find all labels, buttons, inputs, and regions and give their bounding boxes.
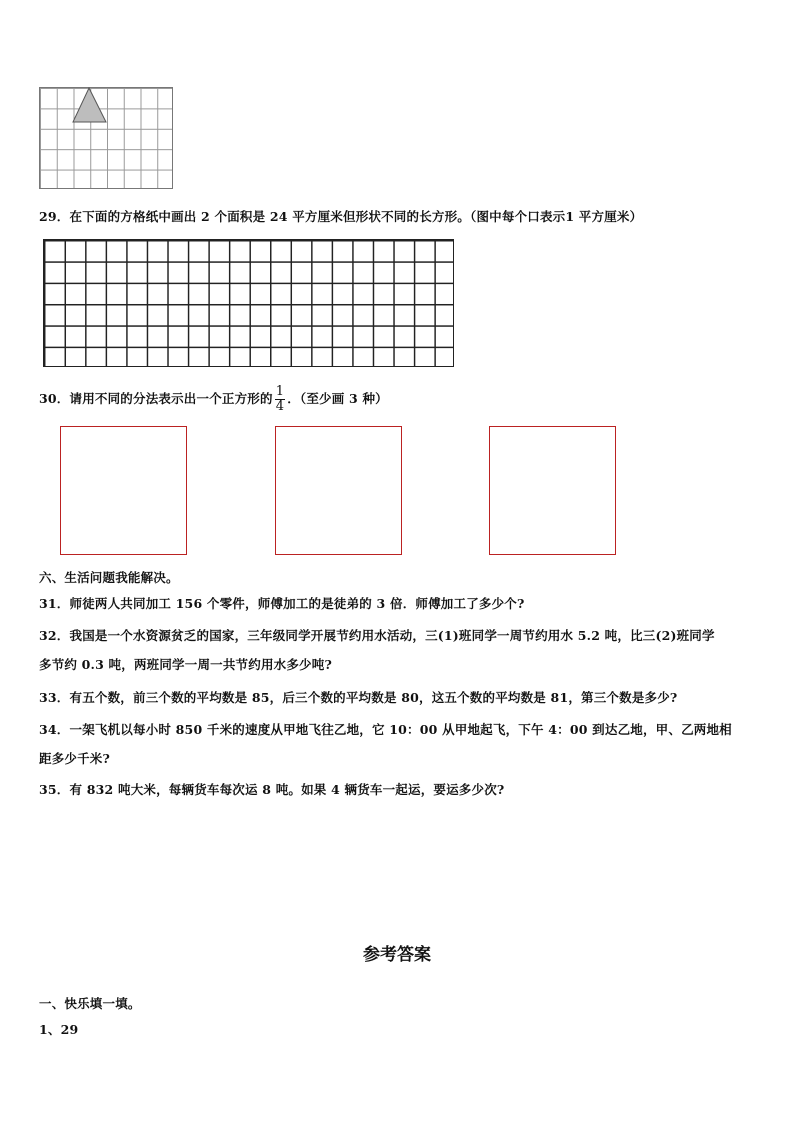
question-34-line2: 距多少千米? bbox=[39, 751, 111, 766]
question-34-line1: 34．一架飞机以每小时 850 千米的速度从甲地飞往乙地，它 10：00 从甲地起飞，下午 4：00 到达乙地，甲、乙两地相 bbox=[39, 722, 732, 737]
square-2[interactable] bbox=[275, 426, 402, 555]
question-33: 33．有五个数，前三个数的平均数是 85，后三个数的平均数是 80，这五个数的平均数是 81，第三个数是多少? bbox=[39, 690, 678, 705]
square-1[interactable] bbox=[60, 426, 187, 555]
triangle-shape bbox=[39, 87, 173, 189]
question-30 bbox=[39, 385, 388, 414]
question-31: 31．师徒两人共同加工 156 个零件，师傅加工的是徒弟的 3 倍．师傅加工了多少个? bbox=[39, 596, 525, 611]
fraction-denominator: 4 bbox=[275, 399, 285, 414]
answer-item-1: 1、29 bbox=[39, 1022, 79, 1037]
answers-title: 参考答案 bbox=[363, 945, 431, 965]
answers-section-1: 一、快乐填一填。 bbox=[39, 996, 141, 1011]
question-32-line2: 多节约 0.3 吨，两班同学一周一共节约用水多少吨? bbox=[39, 657, 332, 672]
question-32-line1: 32．我国是一个水资源贫乏的国家，三年级同学开展节约用水活动，三(1)班同学一周节约用水 5.2 吨，比三(2)班同学 bbox=[39, 628, 715, 643]
question-29: 29．在下面的方格纸中画出 2 个面积是 24 平方厘米但形状不同的长方形。（图中每个口表示1 平方厘米） bbox=[39, 209, 643, 224]
fraction bbox=[275, 385, 285, 414]
question-35: 35．有 832 吨大米，每辆货车每次运 8 吨。如果 4 辆货车一起运，要运多少次? bbox=[39, 782, 505, 797]
question-30-text: 30．请用不同的分法表示出一个正方形的 bbox=[39, 391, 273, 406]
drawing-grid[interactable] bbox=[43, 239, 454, 367]
question-30-suffix: ．（至少画 3 种） bbox=[287, 391, 388, 406]
fraction-numerator: 1 bbox=[275, 384, 285, 399]
square-3[interactable] bbox=[489, 426, 616, 555]
section-6-heading: 六、生活问题我能解决。 bbox=[39, 570, 179, 585]
